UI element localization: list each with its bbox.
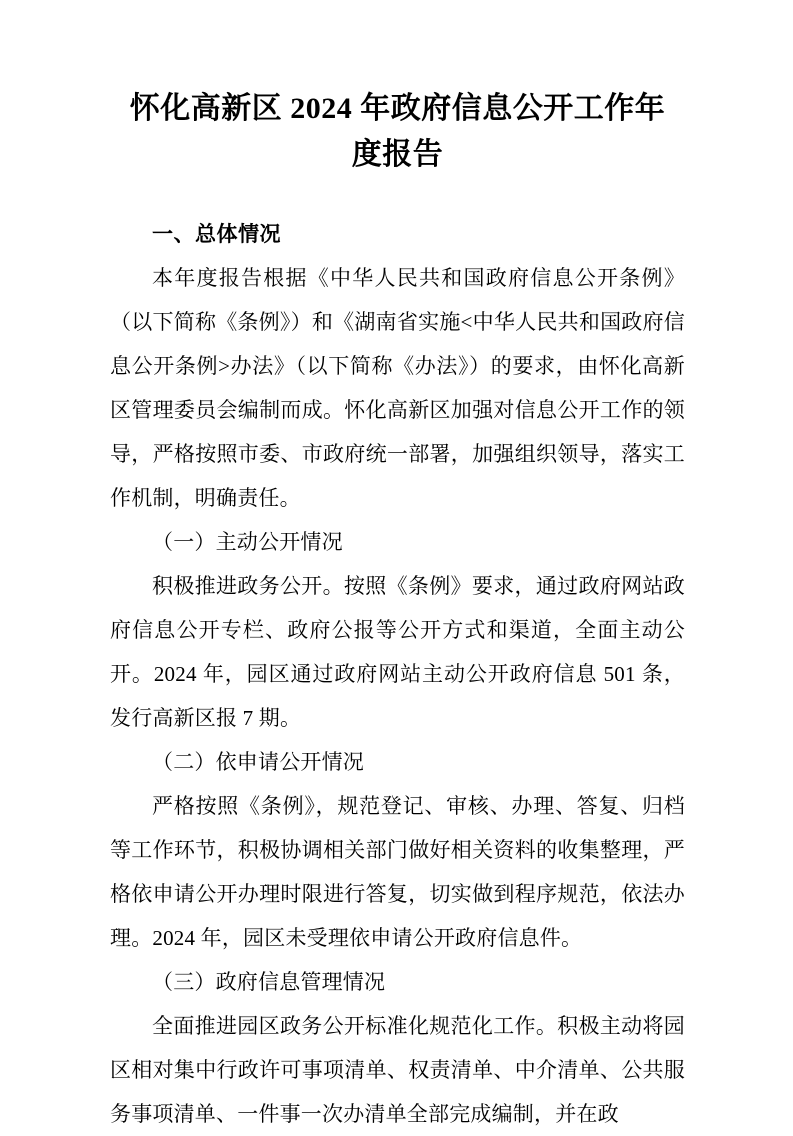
subheading-disclosure-upon-request: （二）依申请公开情况 <box>152 750 364 774</box>
paragraph-information-management: 全面推进园区政务公开标准化规范化工作。积极主动将园区相对集中行政许可事项清单、权责清单、中介清单、公共服务事项清单、一件事一次办清单全部完成编制，并在政 <box>110 1014 685 1126</box>
subheading-information-management: （三）政府信息管理情况 <box>152 970 386 994</box>
paragraph-disclosure-upon-request: 严格按照《条例》，规范登记、审核、办理、答复、归档等工作环节，积极协调相关部门做好相关资料的收集整理，严格依申请公开办理时限进行答复，切实做到程序规范，依法办理。2024 年，园区未受理依申请公开政府信息件。 <box>110 794 685 950</box>
section-heading-overall-situation: 一、总体情况 <box>152 222 281 246</box>
page-title: 怀化高新区 2024 年政府信息公开工作年度报告 <box>129 92 666 171</box>
paragraph-proactive-disclosure: 积极推进政务公开。按照《条例》要求，通过政府网站政府信息公开专栏、政府公报等公开方式和渠道，全面主动公开。2024 年，园区通过政府网站主动公开政府信息 501 条，发行高新区报 7 期。 <box>110 574 685 730</box>
paragraph-basis-and-compilation: 本年度报告根据《中华人民共和国政府信息公开条例》（以下简称《条例》）和《湖南省实施<中华人民共和国政府信息公开条例>办法》（以下简称《办法》）的要求，由怀化高新区管理委员会编制而成。怀化高新区加强对信息公开工作的领导，严格按照市委、市政府统一部署，加强组织领导，落实工作机制，明确责任。 <box>110 266 685 510</box>
subheading-proactive-disclosure: （一）主动公开情况 <box>152 530 343 554</box>
